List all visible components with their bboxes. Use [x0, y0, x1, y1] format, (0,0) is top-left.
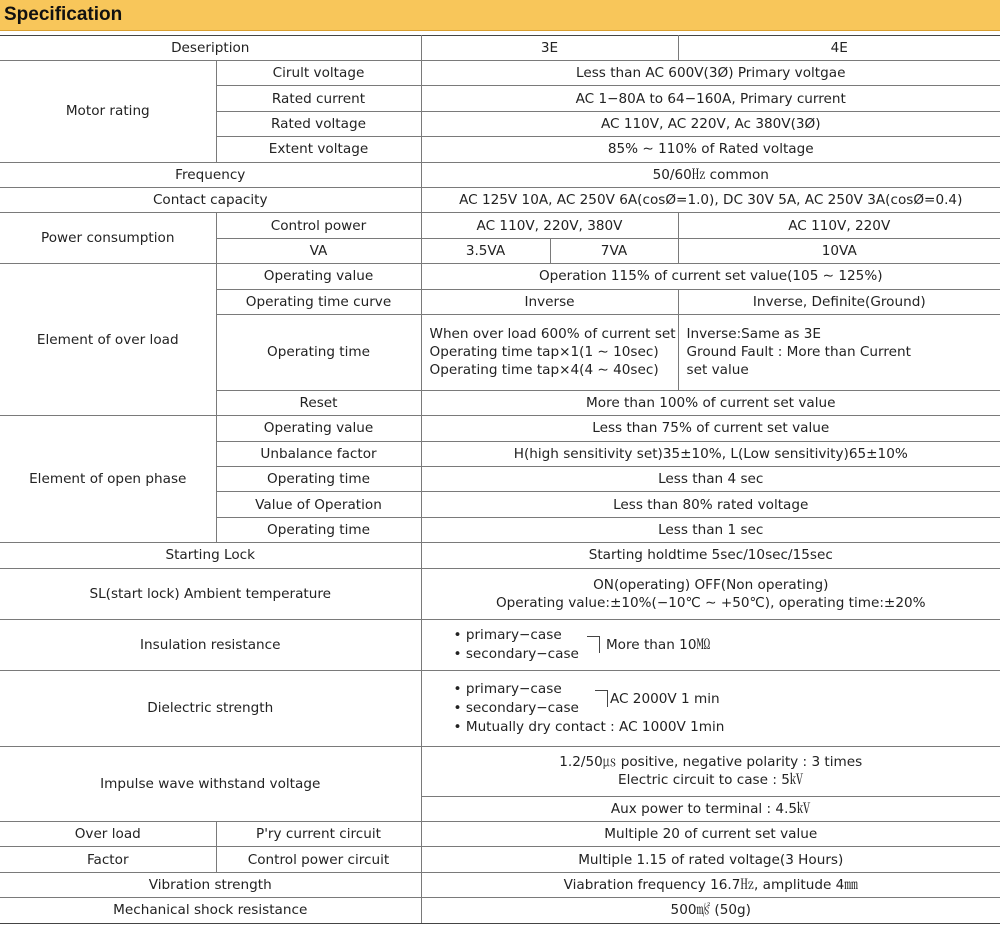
va-label: VA — [216, 238, 421, 263]
vibration-label: Vibration strength — [0, 872, 421, 897]
dielectric-bullets — [454, 680, 720, 718]
header-description: Deseription — [0, 36, 421, 61]
sl-ambient-line: ON(operating) OFF(Non operating) — [593, 576, 829, 593]
op-operating-value-label: Operating value — [216, 416, 421, 441]
ol-reset-label: Reset — [216, 390, 421, 415]
dielectric-bullet: • primary−case — [453, 680, 562, 697]
dielectric-value-cell — [421, 670, 1000, 746]
ol-time-curve-4e: Inverse, Definite(Ground) — [678, 289, 1000, 314]
control-power-circuit-value: Multiple 1.15 of rated voltage(3 Hours) — [421, 847, 1000, 872]
rated-voltage-label: Rated voltage — [216, 111, 421, 136]
insulation-label: Insulation resistance — [0, 619, 421, 670]
bracket-mark — [595, 690, 608, 707]
ol-operating-time-3e — [421, 314, 678, 390]
pry-current-label: P'ry current circuit — [216, 822, 421, 847]
insulation-value: More than 10㏁ — [605, 636, 711, 653]
impulse-line: Electric circuit to case : 5㎸ — [618, 772, 804, 789]
table-row — [0, 416, 1000, 441]
insulation-bullets — [454, 626, 711, 664]
ol-time-curve-label: Operating time curve — [216, 289, 421, 314]
dielectric-bullet: • Mutually dry contact : AC 1000V 1min — [453, 718, 725, 735]
starting-lock-label: Starting Lock — [0, 543, 421, 568]
open-phase-label: Element of open phase — [0, 416, 216, 543]
table-row — [0, 568, 1000, 619]
over-load-factor-label-1: Over load — [0, 822, 216, 847]
table-row — [0, 619, 1000, 670]
table-row — [0, 670, 1000, 746]
table-row — [0, 746, 1000, 796]
ol-time-4e-line: Inverse:Same as 3E — [686, 326, 822, 343]
op-operating-time-2-label: Operating time — [216, 517, 421, 542]
frequency-value: 50/60㎐ common — [421, 162, 1000, 187]
table-row — [0, 872, 1000, 897]
impulse-value-1 — [421, 746, 1000, 796]
impulse-label: Impulse wave withstand voltage — [0, 746, 421, 821]
frequency-label: Frequency — [0, 162, 421, 187]
table-row — [0, 213, 1000, 238]
table-row — [0, 847, 1000, 872]
ol-operating-time-4e — [678, 314, 1000, 390]
bracket-mark — [587, 636, 600, 653]
impulse-value-2: Aux power to terminal : 4.5㎸ — [421, 796, 1000, 821]
shock-label: Mechanical shock resistance — [0, 898, 421, 923]
vibration-value: Viabration frequency 16.7㎐, amplitude 4㎜ — [421, 872, 1000, 897]
circuit-voltage-value: Less than AC 600V(3Ø) Primary voltgae — [421, 61, 1000, 86]
insulation-bullet: • primary−case — [453, 626, 562, 643]
sl-ambient-label: SL(start lock) Ambient temperature — [0, 568, 421, 619]
table-header-row — [0, 36, 1000, 61]
power-consumption-label: Power consumption — [0, 213, 216, 264]
impulse-line: 1.2/50㎲ positive, negative polarity : 3 times — [559, 754, 863, 771]
over-load-factor-label-2: Factor — [0, 847, 216, 872]
dielectric-label: Dielectric strength — [0, 670, 421, 746]
table-row — [0, 264, 1000, 289]
table-row — [0, 543, 1000, 568]
motor-rating-label: Motor rating — [0, 61, 216, 163]
dielectric-bullet: • secondary−case — [453, 699, 579, 716]
extent-voltage-value: 85% ∼ 110% of Rated voltage — [421, 137, 1000, 162]
control-power-circuit-label: Control power circuit — [216, 847, 421, 872]
sl-ambient-line: Operating value:±10%(−10℃ ∼ +50℃), operating time:±20% — [495, 594, 926, 611]
insulation-bullet: • secondary−case — [453, 645, 579, 662]
ol-time-3e-line: Operating time tap×1(1 ∼ 10sec) — [429, 344, 659, 361]
ol-reset-value: More than 100% of current set value — [421, 390, 1000, 415]
insulation-value-cell — [421, 619, 1000, 670]
ol-operating-value: Operation 115% of current set value(105 ∼ 125%) — [421, 264, 1000, 289]
op-operating-time-label: Operating time — [216, 467, 421, 492]
control-power-3e: AC 110V, 220V, 380V — [421, 213, 678, 238]
op-operating-time-value: Less than 4 sec — [421, 467, 1000, 492]
table-row — [0, 162, 1000, 187]
table-row — [0, 898, 1000, 923]
pry-current-value: Multiple 20 of current set value — [421, 822, 1000, 847]
value-of-operation-label: Value of Operation — [216, 492, 421, 517]
spec-title: Specification — [4, 4, 123, 25]
table-row — [0, 61, 1000, 86]
extent-voltage-label: Extent voltage — [216, 137, 421, 162]
header-3e: 3E — [421, 36, 678, 61]
dielectric-value: AC 2000V 1 min — [609, 690, 720, 707]
op-operating-time-2-value: Less than 1 sec — [421, 517, 1000, 542]
contact-capacity-value: AC 125V 10A, AC 250V 6A(cosØ=1.0), DC 30V 5A, AC 250V 3A(cosØ=0.4) — [421, 187, 1000, 212]
specification-table — [0, 35, 1000, 924]
ol-time-3e-line: When over load 600% of current set — [429, 326, 676, 343]
circuit-voltage-label: Cirult voltage — [216, 61, 421, 86]
va-3e-a: 3.5VA — [421, 238, 550, 263]
ol-time-4e-line: Ground Fault : More than Current — [686, 344, 911, 361]
table-row — [0, 822, 1000, 847]
unbalance-factor-value: H(high sensitivity set)35±10%, L(Low sensitivity)65±10% — [421, 441, 1000, 466]
over-load-label: Element of over load — [0, 264, 216, 416]
starting-lock-value: Starting holdtime 5sec/10sec/15sec — [421, 543, 1000, 568]
rated-current-value: AC 1−80A to 64−160A, Primary current — [421, 86, 1000, 111]
ol-time-3e-line: Operating time tap×4(4 ∼ 40sec) — [429, 362, 659, 379]
ol-operating-value-label: Operating value — [216, 264, 421, 289]
op-operating-value: Less than 75% of current set value — [421, 416, 1000, 441]
table-row — [0, 187, 1000, 212]
value-of-operation-value: Less than 80% rated voltage — [421, 492, 1000, 517]
sl-ambient-value — [421, 568, 1000, 619]
rated-current-label: Rated current — [216, 86, 421, 111]
unbalance-factor-label: Unbalance factor — [216, 441, 421, 466]
contact-capacity-label: Contact capacity — [0, 187, 421, 212]
shock-value: 500㎨ (50g) — [421, 898, 1000, 923]
ol-time-curve-3e: Inverse — [421, 289, 678, 314]
va-4e: 10VA — [678, 238, 1000, 263]
rated-voltage-value: AC 110V, AC 220V, Ac 380V(3Ø) — [421, 111, 1000, 136]
header-4e: 4E — [678, 36, 1000, 61]
spec-title-bar — [0, 0, 1000, 31]
control-power-label: Control power — [216, 213, 421, 238]
va-3e-b: 7VA — [550, 238, 678, 263]
control-power-4e: AC 110V, 220V — [678, 213, 1000, 238]
ol-operating-time-label: Operating time — [216, 314, 421, 390]
ol-time-4e-line: set value — [686, 362, 749, 379]
